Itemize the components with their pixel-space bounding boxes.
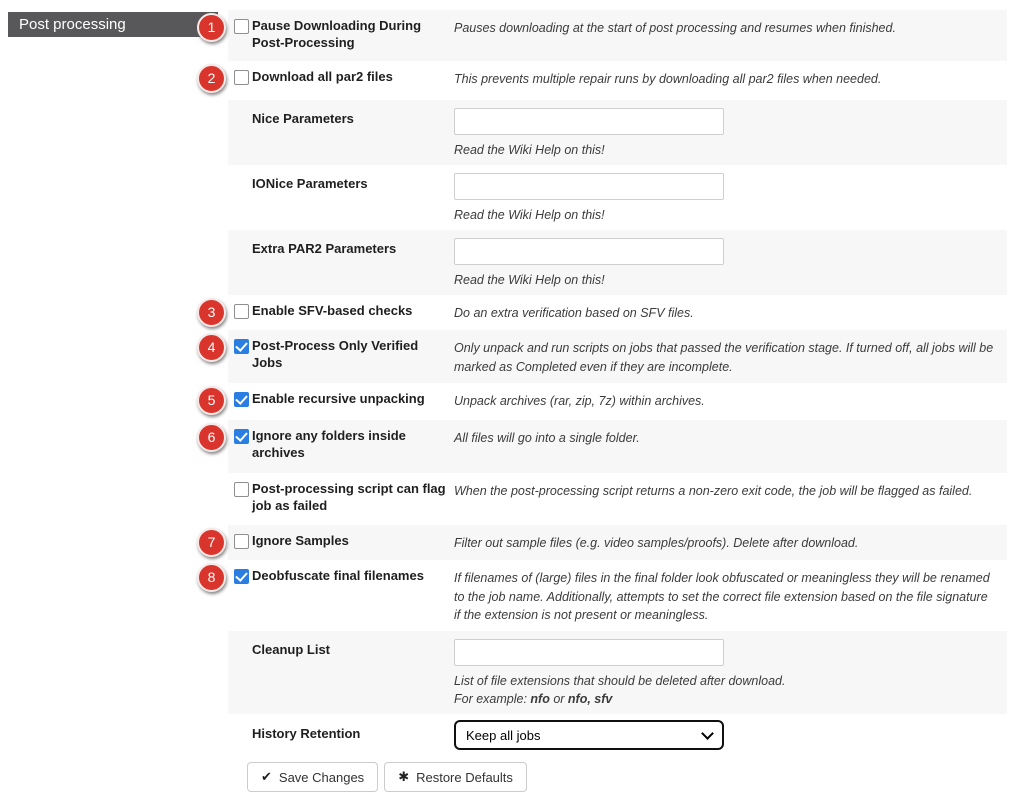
deobfuscate-filenames-label: Deobfuscate final filenames xyxy=(252,567,424,583)
step-badge-4: 4 xyxy=(197,333,226,362)
row-script-flag-failed xyxy=(228,473,1007,525)
recursive-unpacking-label: Enable recursive unpacking xyxy=(252,390,425,406)
enable-sfv-checks-desc: Do an extra verification based on SFV files. xyxy=(454,306,694,321)
download-all-par2-checkbox[interactable] xyxy=(234,70,249,85)
ionice-parameters-input[interactable] xyxy=(454,173,724,200)
step-badge-3: 3 xyxy=(197,298,226,327)
asterisk-icon: ✱ xyxy=(398,769,410,785)
row-recursive-unpacking xyxy=(207,383,1007,420)
section-title: Post processing xyxy=(19,16,126,33)
row-nice-parameters xyxy=(228,100,1007,165)
cleanup-list-input[interactable] xyxy=(454,639,724,666)
save-changes-button[interactable] xyxy=(247,762,378,792)
row-cleanup-list xyxy=(228,631,1007,714)
row-ignore-folders-inside-archives xyxy=(207,420,1007,473)
row-pause-downloading xyxy=(207,10,1007,61)
check-icon: ✔ xyxy=(261,769,272,785)
ignore-folders-desc: All files will go into a single folder. xyxy=(454,430,640,445)
download-all-par2-desc: This prevents multiple repair runs by downloading all par2 files when needed. xyxy=(454,72,882,86)
form-actions xyxy=(247,762,1007,792)
extra-par2-parameters-input[interactable] xyxy=(454,238,724,265)
ignore-samples-checkbox[interactable] xyxy=(234,534,249,549)
step-badge-1: 1 xyxy=(197,13,226,42)
deobfuscate-filenames-desc: If filenames of (large) files in the final folder look obfuscated or meaningless they will be renamed to the job name. Additionally, attempts to set the correct file extension based on the file signature if the extension is not present or meaningless. xyxy=(454,570,990,623)
ignore-samples-desc: Filter out sample files (e.g. video samples/proofs). Delete after download. xyxy=(454,535,859,550)
script-flag-failed-desc: When the post-processing script returns a non-zero exit code, the job will be flagged as failed. xyxy=(454,483,973,498)
deobfuscate-filenames-checkbox[interactable] xyxy=(234,569,249,584)
section-header xyxy=(8,12,218,37)
history-retention-label: History Retention xyxy=(252,726,361,742)
recursive-unpacking-desc: Unpack archives (rar, zip, 7z) within archives. xyxy=(454,393,705,408)
ionice-parameters-label: IONice Parameters xyxy=(252,176,368,192)
extra-par2-parameters-label: Extra PAR2 Parameters xyxy=(252,241,397,257)
nice-parameters-input[interactable] xyxy=(454,108,724,135)
cleanup-list-help-line2: For example: nfo or nfo, sfv xyxy=(454,692,613,707)
postprocess-verified-jobs-label: Post-Process Only Verified Jobs xyxy=(252,338,419,371)
script-flag-failed-checkbox[interactable] xyxy=(234,482,249,497)
row-ignore-samples xyxy=(207,525,1007,560)
row-postprocess-verified-jobs xyxy=(207,330,1007,383)
recursive-unpacking-checkbox[interactable] xyxy=(234,392,249,407)
cleanup-list-help-line1: List of file extensions that should be deleted after download. xyxy=(454,674,786,689)
step-badge-8: 8 xyxy=(197,563,226,592)
extra-par2-parameters-help: Read the Wiki Help on this! xyxy=(454,273,605,288)
cleanup-list-label: Cleanup List xyxy=(252,642,331,658)
ionice-parameters-help: Read the Wiki Help on this! xyxy=(454,208,605,223)
postprocess-verified-jobs-checkbox[interactable] xyxy=(234,339,249,354)
step-badge-2: 2 xyxy=(197,64,226,93)
row-enable-sfv-checks xyxy=(207,295,1007,330)
row-history-retention xyxy=(228,714,1007,756)
ignore-folders-checkbox[interactable] xyxy=(234,429,249,444)
ignore-folders-label: Ignore any folders inside archives xyxy=(252,427,406,460)
nice-parameters-help: Read the Wiki Help on this! xyxy=(454,143,605,157)
step-badge-7: 7 xyxy=(197,528,226,557)
nice-parameters-label: Nice Parameters xyxy=(252,111,354,126)
step-badge-6: 6 xyxy=(197,423,226,452)
row-extra-par2-parameters xyxy=(228,230,1007,295)
save-changes-label: Save Changes xyxy=(278,769,365,785)
settings-form xyxy=(207,10,1007,792)
cleanup-list-help xyxy=(454,672,997,708)
pause-downloading-desc: Pauses downloading at the start of post processing and resumes when finished. xyxy=(454,21,896,35)
step-badge-5: 5 xyxy=(197,386,226,415)
ignore-samples-label: Ignore Samples xyxy=(252,532,349,548)
enable-sfv-checks-checkbox[interactable] xyxy=(234,304,249,319)
enable-sfv-checks-label: Enable SFV-based checks xyxy=(252,303,413,319)
row-download-all-par2 xyxy=(207,61,1007,100)
postprocess-verified-jobs-desc: Only unpack and run scripts on jobs that passed the verification stage. If turned off, all jobs will be marked as Completed even if they are incomplete. xyxy=(454,341,994,375)
row-ionice-parameters xyxy=(228,165,1007,230)
pause-downloading-checkbox[interactable] xyxy=(234,19,249,34)
row-deobfuscate-filenames xyxy=(207,560,1007,631)
restore-defaults-button[interactable] xyxy=(384,762,527,792)
script-flag-failed-label: Post-processing script can flag job as failed xyxy=(252,480,446,513)
pause-downloading-label: Pause Downloading During Post-Processing xyxy=(252,18,422,50)
restore-defaults-label: Restore Defaults xyxy=(416,769,513,785)
history-retention-select[interactable] xyxy=(454,720,724,750)
download-all-par2-label: Download all par2 files xyxy=(252,69,393,84)
